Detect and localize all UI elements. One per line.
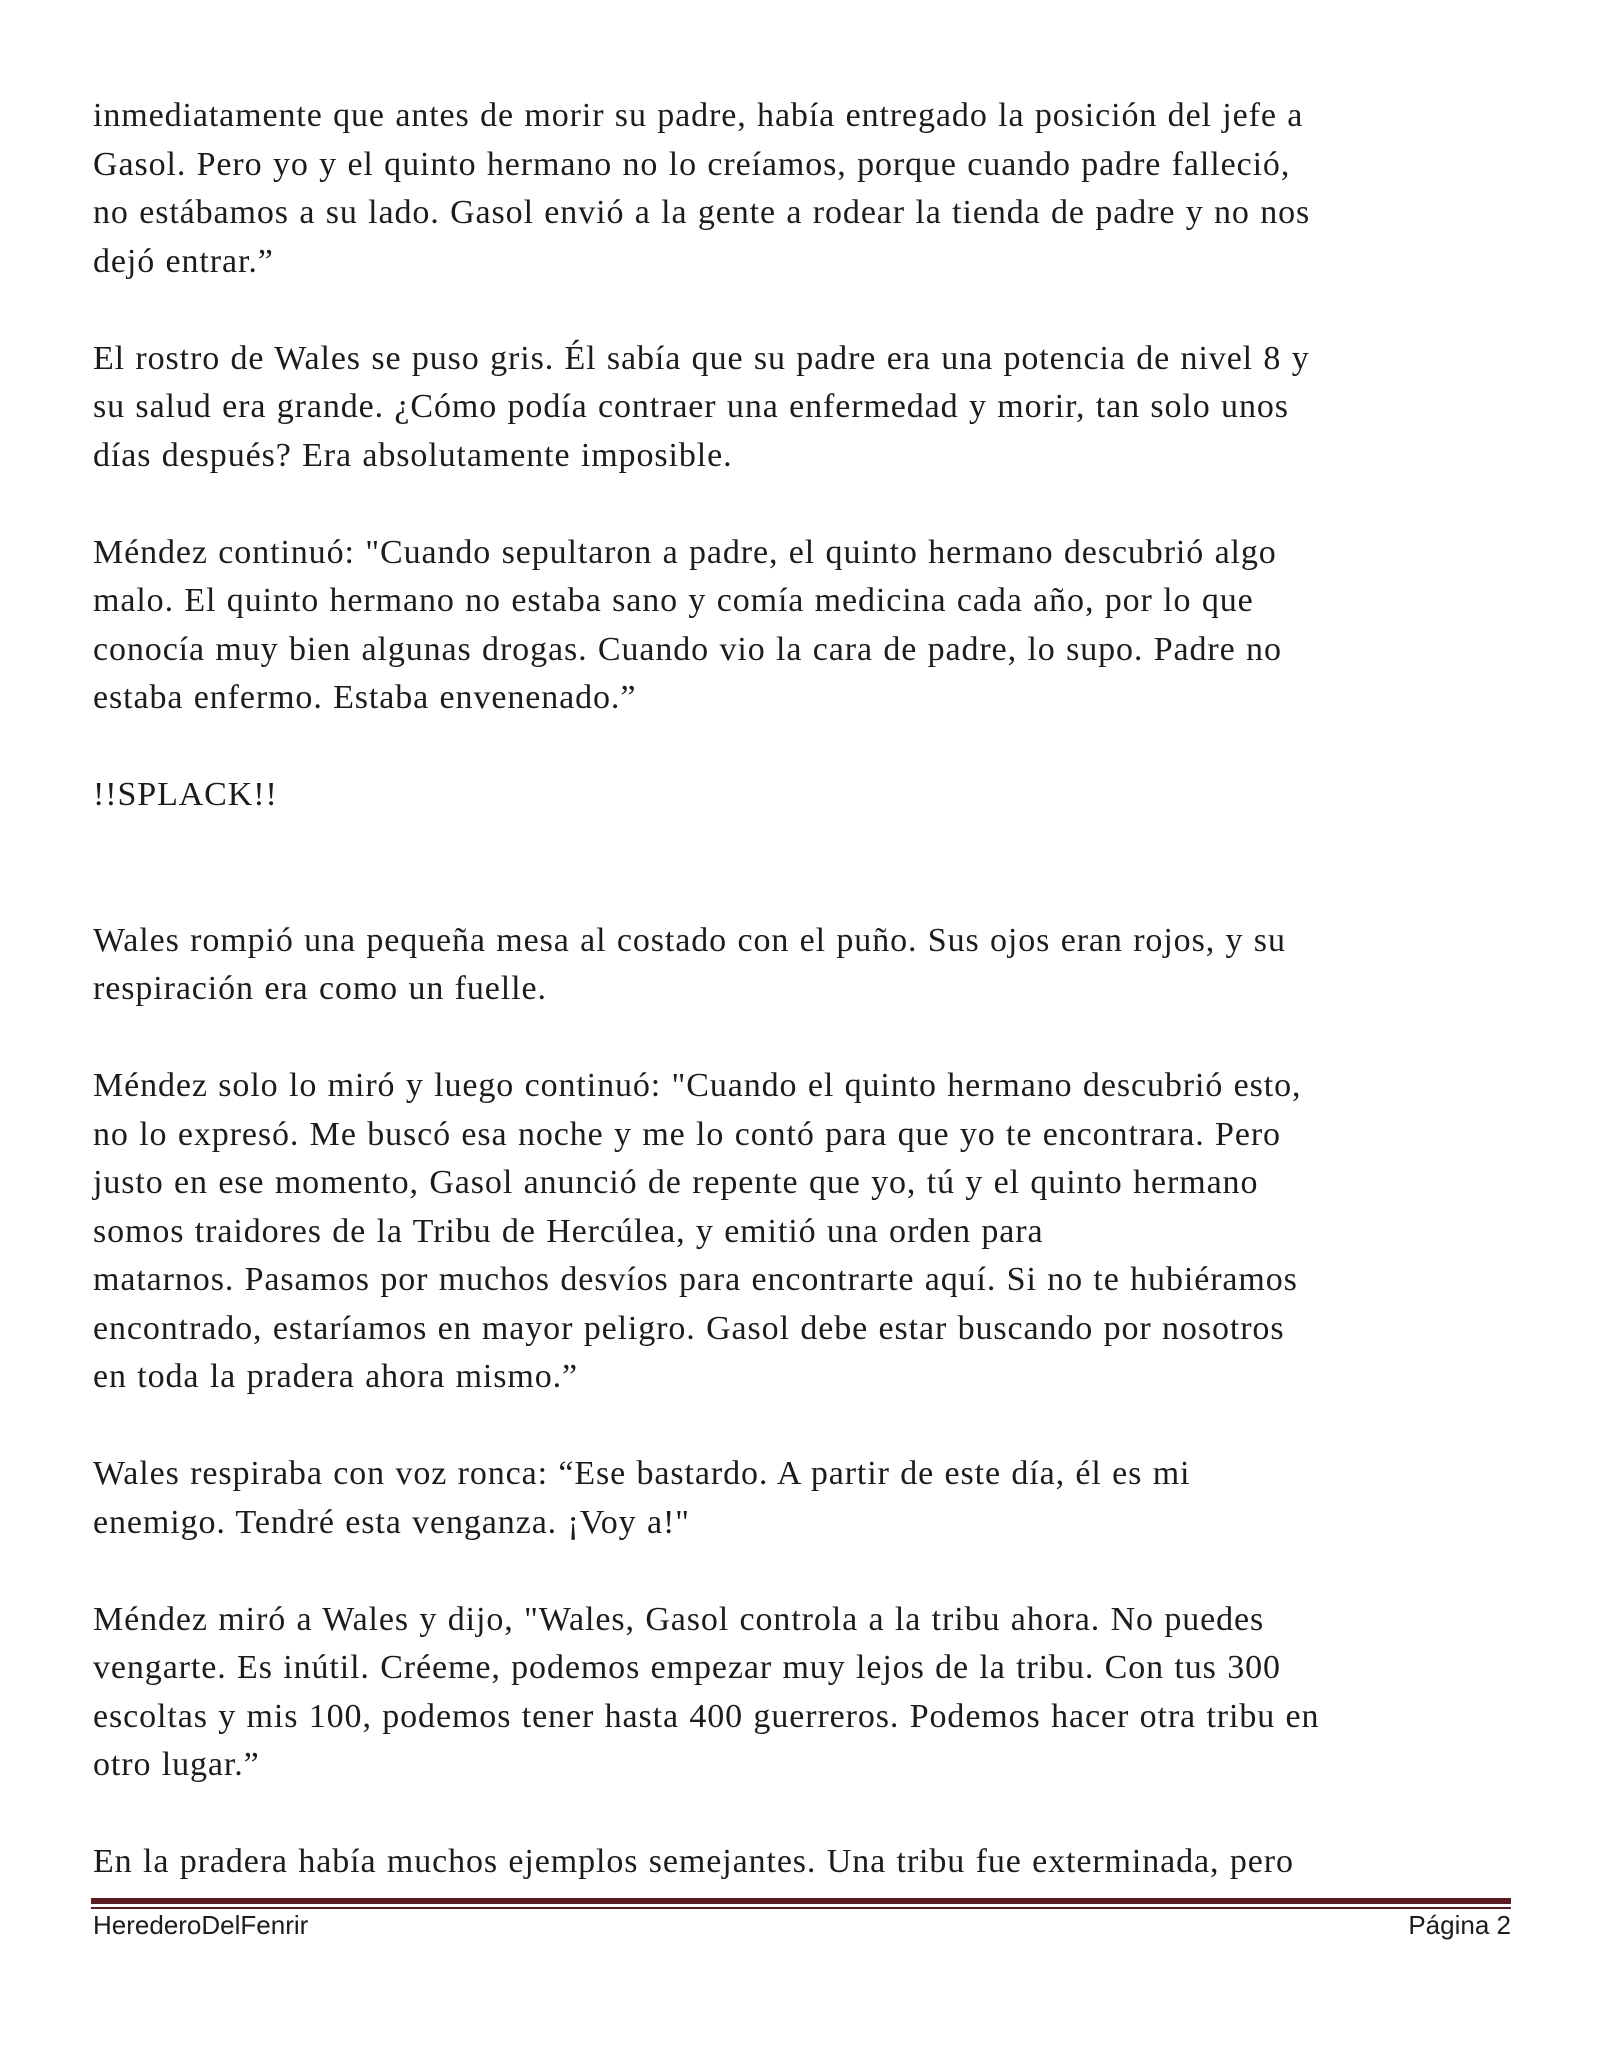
text-line: !!SPLACK!! (93, 776, 278, 813)
text-line: justo en ese momento, Gasol anunció de repente que yo, tú y el quinto hermano (93, 1164, 1259, 1201)
text-line: matarnos. Pasamos por muchos desvíos para encontrarte aquí. Si no te hubiéramos (93, 1261, 1298, 1298)
footer-page-number: Página 2 (1408, 1910, 1511, 1940)
text-line: Méndez miró a Wales y dijo, "Wales, Gasol controla a la tribu ahora. No puedes (93, 1600, 1265, 1638)
text-line: El rostro de Wales se puso gris. Él sabía que su padre era una potencia de nivel 8 y (93, 339, 1310, 377)
page-footer (93, 1910, 1511, 1941)
text-line: Wales respiraba con voz ronca: “Ese bastardo. A partir de este día, él es mi (93, 1455, 1191, 1492)
paragraph-4 (93, 771, 1513, 820)
text-line: Méndez solo lo miró y luego continuó: "Cuando el quinto hermano descubrió esto, (93, 1067, 1302, 1104)
paragraph-3 (93, 529, 1513, 723)
text-line: estaba enfermo. Estaba envenenado.” (93, 679, 637, 716)
text-line: enemigo. Tendré esta venganza. ¡Voy a!" (93, 1503, 690, 1541)
footer-author: HerederoDelFenrir (93, 1910, 309, 1940)
text-line: inmediatamente que antes de morir su padre, había entregado la posición del jefe a (93, 97, 1304, 134)
text-line: somos traidores de la Tribu de Hercúlea, y emitió una orden para (93, 1212, 1044, 1250)
text-line: En la pradera había muchos ejemplos semejantes. Una tribu fue exterminada, pero (93, 1843, 1294, 1880)
text-line: su salud era grande. ¿Cómo podía contraer una enfermedad y morir, tan solo unos (93, 388, 1289, 425)
document-body (93, 92, 1513, 1935)
text-line: Méndez continuó: "Cuando sepultaron a padre, el quinto hermano descubrió algo (93, 533, 1277, 571)
text-line: vengarte. Es inútil. Créeme, podemos empezar muy lejos de la tribu. Con tus 300 (93, 1649, 1281, 1686)
text-line: no estábamos a su lado. Gasol envió a la gente a rodear la tienda de padre y no nos (93, 194, 1311, 231)
text-line: escoltas y mis 100, podemos tener hasta 400 guerreros. Podemos hacer otra tribu en (93, 1697, 1320, 1735)
paragraph-2 (93, 335, 1513, 481)
text-line: encontrado, estaríamos en mayor peligro. Gasol debe estar buscando por nosotros (93, 1309, 1285, 1347)
paragraph-8 (93, 1596, 1513, 1790)
paragraph-5 (93, 917, 1513, 1014)
text-line: otro lugar.” (93, 1746, 260, 1783)
text-line: no lo expresó. Me buscó esa noche y me lo contó para que yo te encontrara. Pero (93, 1115, 1281, 1153)
text-line: malo. El quinto hermano no estaba sano y comía medicina cada año, por lo que (93, 582, 1254, 619)
text-line: en toda la pradera ahora mismo.” (93, 1358, 579, 1395)
paragraph-1 (93, 92, 1513, 286)
paragraph-7 (93, 1450, 1513, 1547)
text-line: Gasol. Pero yo y el quinto hermano no lo creíamos, porque cuando padre falleció, (93, 145, 1291, 183)
text-line: dejó entrar.” (93, 242, 274, 280)
text-line: Wales rompió una pequeña mesa al costado con el puño. Sus ojos eran rojos, y su (93, 921, 1286, 959)
text-line: días después? Era absolutamente imposible. (93, 436, 733, 474)
text-line: respiración era como un fuelle. (93, 970, 547, 1007)
paragraph-6 (93, 1062, 1513, 1402)
footer-divider-thin (91, 1907, 1511, 1909)
paragraph-9 (93, 1838, 1513, 1887)
text-line: conocía muy bien algunas drogas. Cuando vio la cara de padre, lo supo. Padre no (93, 630, 1282, 668)
